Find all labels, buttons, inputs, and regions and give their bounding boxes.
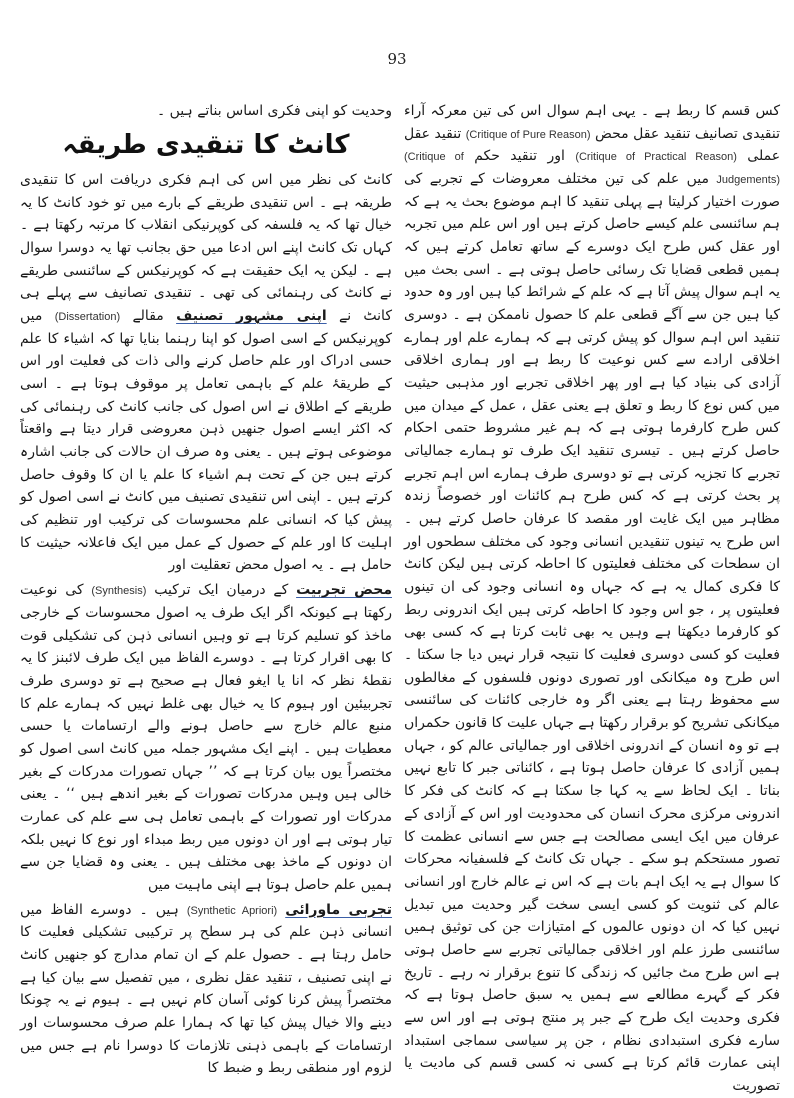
- right-p1-text-c: اور تنقید حکم: [474, 148, 565, 165]
- left-p3-text: ہیں ۔ دوسرے الفاظ میں انسانی ذہن علم کی ہر سطح پر ترکیبی تشکیلی فعلیت کا حامل رہتا ہے ۔ حصول علم کے ان تمام مدارج کو جنھیں کانٹ نے اپنی تصنیف ، تنقید عقل نظری ، میں تفصیل سے بیان کیا ہے مختصراً پیش کرنا کوئی آسان کام نہیں ہے ۔ ہیوم نے یہ چونکا دینے والا خیال پیش کیا تھا کہ ہمارا علم صرف محسوسات اور ارتسامات کے باہمی ذہنی تلازمات کا دوسرا نام ہے جس میں لزوم اور منطقی ربط و ضبط کا: [20, 901, 392, 1077]
- latin-term-pure-reason: (Critique of Pure Reason): [465, 128, 591, 141]
- right-p1-text-a: کس قسم کا ربط ہے ۔ یہی اہم سوال اس کی تین معرکہ آراء تنقیدی تصانیف تنقید عقل محض: [404, 103, 780, 142]
- section-title: کانٹ کا تنقیدی طریقہ: [62, 129, 350, 160]
- latin-term-dissertation: (Dissertation): [54, 311, 121, 324]
- right-paragraph-1: [404, 100, 780, 1098]
- left-p3-highlight: تجربی ماورائی: [285, 901, 393, 918]
- left-paragraph-1: [20, 169, 392, 577]
- left-p1-text-c: میں کوپرنیکس کے اسی اصول کو اپنا رہنما بنایا تھا کہ اشیاء کا علم حسی ادراک اور علم حاصل کرنے والی ذات کی فعلیت اور اس کے طریقۂ علم کے باہمی تعامل پر موقوف ہوتا ہے ۔ اسی طریقے کے اطلاق نے اس اصول کی جانب کانٹ کی رہنمائی کی کہ اکثر ایسے اصول جنھیں ذہن معروضی قرار دیتا ہے واقعتاً موضوعی ہوتے ہیں ۔ یعنی وہ صرف ان حالات کی جانب اشارہ کرتے ہیں جن کے تحت ہم اشیاء کا علم یا ان کا وقوف حاصل کرتے ہیں ۔ اپنی اس تنقیدی تصنیف میں کانٹ نے اسی اصول کو پیش کیا کہ انسانی علم محسوسات کی ترکیب اور تنظیم کی اہلیت کا اور علم کے حصول کے عمل میں ایک فاعلانہ حیثیت کا حامل ہے ۔ یہ اصول محض تعقلیت اور: [20, 308, 392, 574]
- right-p1-text-d: میں علم کی تین مختلف معروضات کے تجربے کی صورت اختیار کرلیتا ہے پہلی تنقید کا اہم موضوع بحث یہ ہے کہ ہم سائنسی علم کیسے حاصل کرتے ہیں اور اس علم میں تجربہ اور عقل کس طرح ایک دوسرے کے ساتھ تعامل کرتے ہیں کہ ہمیں قطعی قضایا تک رسائی حاصل ہوتی ہے ۔ اسی بحث میں یہ اہم سوال پیش آتا ہے کہ علم کے شرائط کیا ہیں اور وہ حدود کیا ہیں جن سے آگے قطعی علم کا حصول ناممکن ہے ۔ دوسری تنقید اس اہم سوال کو پیش کرتی ہے کہ ہمارے علم اور ہمارے اخلاقی ارادے سے کس نوعیت کا ربط ہے اور ہماری اخلاقی آزادی کی بنیاد کیا ہے اور پھر اخلاقی تجربے اور مذہبی حیثیت میں کس نوع کا ربط و تعلق ہے یعنی عقل ، عمل کے میدان میں کس طرح کارفرما ہوتی ہے کہ ہم غیر مشروط حتمی احکام حاصل کرتے ہیں ۔ تیسری تنقید ایک طرف تو ہمارے جمالیاتی تجربے کا تجزیہ کرتی ہے تو دوسری طرف ہمارے اس اہم تجربے پر بحث کرتی ہے کہ کس طرح ہم کائنات اور خصوصاً زندہ مظاہر میں ایک غایت اور مقصد کا عرفان حاصل کرتے ہیں ۔ اس طرح یہ تینوں تنقیدیں انسانی وجود کی مختلف سطحوں اور ان سطحات کی مختلف فعلیتوں کا احاطہ کرتی ہیں لیکن کانٹ کا فکری کمال یہ ہے کہ جہاں وہ انسانی وجود کی ان تینوں فعلیتوں پر ، جو اس وجود کا احاطہ کرتی ہیں ایک اندرونی ربط کو کارفرما دیکھتا ہے وہیں یہ بھی ثابت کرتا ہے کہ کسی بھی فعلیت کو کسی دوسری فعلیت کا نتیجہ قرار نہیں دیا جا سکتا ۔ اس طرح وہ میکانکی اور تصوری دونوں فلسفوں کے مغالطوں سے محفوظ رہتا ہے یعنی اگر وہ خارجی کائنات کی سائنسی میکانکی تشریح کو برقرار رکھتا ہے جہاں علیت کا قانون حکمراں ہے تو وہ انسان کے اندرونی اخلاقی اور جمالیاتی عالم کو ، جہاں ہمیں آزادی کا عرفان حاصل ہوتا ہے ، کائناتی جبر کا تابع نہیں بناتا ۔ ایک لحاظ سے یہ کہا جا سکتا ہے کہ کانٹ کی فکر کا اندرونی مرکزی محرک انسان کی محدودیت اور اس کے آزادی کے عرفان میں ایک ایسی مصالحت ہے جس سے انسانی عظمت کا تصور مستحکم ہو سکے ۔ جہاں تک کانٹ کے فلسفیانہ محرکات کا سوال ہے یہ ایک اہم بات ہے کہ اس نے عالم خارج اور انسانی عالم کی ثنویت کو کسی ایسی سخت گیر وحدیت میں تبدیل نہیں کیا کہ ان دونوں عالموں کے امتیازات جن کی توثیق ہمیں سائنسی طرز علم اور اخلاقی جمالیاتی تجربے سے حاصل ہوتی ہے اس طرح مٹ جائیں کہ زندگی کا تنوع برقرار نہ رہے ۔ تاریخ فکر کے گہرے مطالعے سے ہمیں یہ سبق حاصل ہوتا ہے کہ فکری وحدیت ایک طرح کے جبر پر منتج ہوتی ہے اور اس سے سارے فکری استبدادی نظام ، جن پر سیاسی سماجی استبداد اپنی عمارت قائم کرتا ہے کسی نہ کسی قسم کی مادیت یا تصوریت: [404, 171, 780, 1094]
- right-p1-text-b: تنقید عقل عملی: [404, 125, 781, 165]
- left-p2-text-a: کے درمیان ایک ترکیب: [154, 582, 289, 599]
- latin-term-synthetic-apriori: (Synthetic Apriori): [186, 904, 278, 917]
- latin-term-judgements: (Critique of Judgements): [404, 151, 781, 187]
- left-p1-text-b: مقالے: [132, 308, 164, 325]
- page-number: 93: [387, 50, 407, 68]
- left-intro-line: وحدیت کو اپنی فکری اساس بناتے ہیں ۔: [157, 103, 392, 119]
- left-p1-text-a: کانٹ کی نظر میں اس کی اہم فکری دریافت اس کا تنقیدی طریقہ ہے ۔ اس تنقیدی طریقے کے بارے میں تو خود کانٹ کا یہ خیال تھا کہ یہ فلسفہ کی کوپرنیکی انقلاب کا مرتبہ رکھتا ہے ۔ کہاں تک کانٹ اپنے اس ادعا میں حق بجانب تھا یہ دوسرا سوال ہے ۔ لیکن یہ ایک حقیقت ہے کہ کوپرنیکس کے سائنسی طریقے نے کانٹ کی رہنمائی کی تھی ۔ تنقیدی تصانیف سے پہلے ہی کانٹ نے: [20, 172, 392, 325]
- left-p2-highlight: محض تجربیت: [296, 582, 392, 599]
- latin-term-synthesis: (Synthesis): [91, 585, 147, 598]
- left-p2-text-b: کی نوعیت رکھتا ہے کیونکہ اگر ایک طرف یہ اصول محسوسات کے خارجی ماخذ کو تسلیم کرتا ہے تو وہیں انسانی ذہن کی تشکیلی قوت کا بھی اقرار کرتا ہے ۔ دوسرے الفاظ میں ایک طرف لائبنز کا یہ نقطۂ نظر کہ انا یا ایغو فعال ہے صحیح ہے تو دوسری طرف تجربیئین اور ہیوم کا یہ خیال بھی غلط نہیں کہ ہمارے علم کا منبع عالم خارج سے حاصل ہونے والے ارتسامات یا حسی معطیات ہیں ۔ اپنے ایک مشہور جملہ میں کانٹ اسی اصول کو مختصراً یوں بیان کرتا ہے کہ ’’ جہاں تصورات مدرکات کے بغیر خالی ہیں وہیں مدرکات تصورات کے بغیر اندھے ہیں ‘‘ ۔ یعنی مدرکات اور تصورات کے باہمی تعامل ہی سے علم کی عمارت تیار ہوتی ہے اور ان دونوں میں ربط مبداء اور نوع کا نہیں بلکہ ان دونوں کے ماخذ بھی مختلف ہیں ۔ یعنی وہ قضایا جن سے ہمیں علم حاصل ہوتا ہے اپنی ماہیت میں: [20, 582, 392, 893]
- left-paragraph-3: [20, 899, 392, 1080]
- latin-term-practical-reason: (Critique of Practical Reason): [575, 151, 737, 164]
- left-paragraph-2: [20, 579, 392, 896]
- left-p1-highlight: اپنی مشہور تصنیف: [176, 308, 327, 325]
- left-column: [20, 100, 393, 1077]
- right-column: [404, 100, 781, 1094]
